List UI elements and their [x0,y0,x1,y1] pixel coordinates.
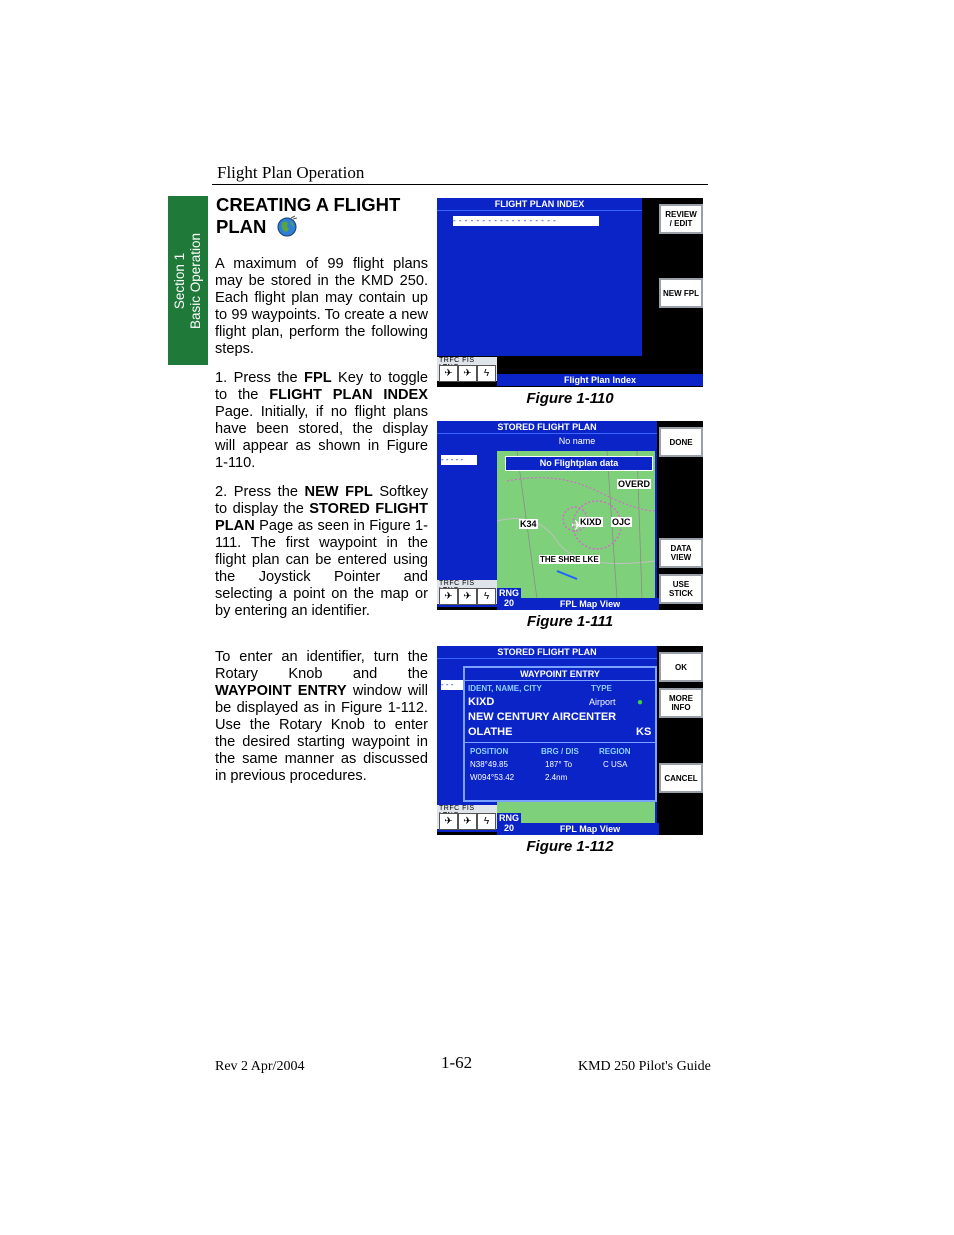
map-label-k34: K34 [520,519,537,529]
traffic-icon[interactable]: ✈ [439,588,458,605]
type-header: TYPE [591,684,612,693]
range-value: 20 [503,823,514,833]
section-title: Basic Operation [188,232,203,329]
no-data-banner: No Flightplan data [505,456,653,471]
region-header: REGION [599,747,631,756]
heading-text: CREATING A FLIGHT PLAN [216,194,401,237]
figure-1-110-screen [437,198,703,387]
plan-name: No name [558,436,596,446]
step-2-paragraph: 2. Press the NEW FPL Softkey to display the STORED FLIGHT PLAN Page as seen in Figure 1-111. The first waypoint in the flight plan can be entered using the Joystick Pointer and selecting a point on the map or by entering an identifier. [215,484,428,619]
fis-icon[interactable]: ✈ [458,588,477,605]
ident-field[interactable]: KIXD [468,696,495,708]
figure-1-112-caption: Figure 1-112 [526,838,614,855]
range-value: 20 [503,598,514,608]
range-readout[interactable] [497,813,521,835]
region-value: C USA [603,760,628,769]
lightning-icon[interactable]: ϟ [477,813,496,830]
waypoint-entry-window [463,666,657,802]
latitude-value: N38°49.85 [470,760,508,769]
lightning-icon[interactable]: ϟ [477,588,496,605]
waypoint-entry-title: WAYPOINT ENTRY [465,668,655,681]
running-head: Flight Plan Operation [217,163,365,182]
ok-softkey[interactable]: OK [657,652,703,680]
fis-icon[interactable]: ✈ [458,813,477,830]
map-label-overd: OVERD [618,479,651,489]
header-rule [212,184,708,185]
figure-1-111-caption: Figure 1-111 [526,613,614,630]
type-value: Airport [589,697,616,707]
review-edit-softkey[interactable]: REVIEW / EDIT [657,204,703,232]
trfc-fis-ltng-bar: TRFC FIS ✈ ✈ ϟ [437,805,497,829]
identifier-paragraph: To enter an identifier, turn the Rotary Knob and the WAYPOINT ENTRY window will be displayed as in Figure 1-112. Use the Rotary Knob to enter the desired starting waypoint in the same manner as discussed in previous procedures. [215,649,429,784]
fpl-index-title: FLIGHT PLAN INDEX [437,198,642,211]
map-label-lake: THE SHRE LKE [540,555,599,564]
aircraft-icon: ✈ [571,517,583,533]
globe-icon [276,215,298,241]
range-label: RNG [499,813,519,823]
position-header: POSITION [470,747,509,756]
figure-1-110-caption: Figure 1-110 [526,390,614,407]
name-value: NEW CENTURY AIRCENTER [468,711,617,723]
figure-1-111-screen [437,421,703,610]
window-divider [465,742,655,743]
traffic-icon[interactable]: ✈ [439,813,458,830]
traffic-icon[interactable]: ✈ [439,365,458,382]
data-view-softkey[interactable]: DATA VIEW [657,538,703,566]
page-number: 1-62 [441,1053,473,1072]
footer-title: KMD 250 Pilot's Guide [578,1059,711,1074]
footer-revision: Rev 2 Apr/2004 [215,1059,305,1074]
airport-icon: ● [637,697,644,708]
trfc-fis-ltng-bar: TRFC FIS ✈ ✈ ϟ [437,357,497,381]
section-heading [216,195,431,241]
fis-icon[interactable]: ✈ [458,365,477,382]
lightning-icon[interactable]: ϟ [477,365,496,382]
more-info-softkey[interactable]: MORE INFO [657,688,703,716]
use-stick-softkey[interactable]: USE STICK [657,574,703,602]
empty-plan-slot[interactable]: - - - - - - - - - - - - - - - - - - [453,216,599,226]
map-label-kixd: KIXD [580,517,602,527]
stored-fpl-title: STORED FLIGHT PLAN [437,646,657,659]
fpl-map-view-label: FPL Map View [521,598,659,610]
waypoint-slot[interactable]: - - - - - [441,455,477,465]
cancel-softkey[interactable]: CANCEL [657,763,703,791]
longitude-value: W094°53.42 [470,773,515,782]
state-value: KS [636,726,652,738]
step-1-paragraph: 1. Press the FPL Key to toggle to the FLIGHT PLAN INDEX Page. Initially, if no flight plans have been stored, the display will appear as shown in Figure 1-110. [215,370,428,471]
stored-fpl-title: STORED FLIGHT PLAN [437,421,657,434]
bearing-value: 187° To [545,760,573,769]
section-tab [168,196,208,365]
distance-value: 2.4nm [545,773,568,782]
fpl-index-bottom-label: Flight Plan Index [497,374,703,386]
fpl-map-view-label: FPL Map View [521,823,659,835]
ident-name-city-header: IDENT, NAME, CITY [468,684,542,693]
done-softkey[interactable]: DONE [657,427,703,455]
city-value: OLATHE [468,726,513,738]
range-label: RNG [499,588,519,598]
intro-paragraph: A maximum of 99 flight plans may be stored in the KMD 250. Each flight plan may contain up to 99 waypoints. To create a new flight plan, perform the following steps. [215,256,428,357]
range-readout[interactable] [497,588,521,610]
map-label-ojc: OJC [612,517,631,527]
new-fpl-softkey[interactable]: NEW FPL [657,278,703,306]
waypoint-slot[interactable]: - - - [441,680,463,690]
section-number: Section 1 [172,252,187,309]
brg-dis-header: BRG / DIS [541,747,579,756]
figure-1-112-screen [437,646,703,835]
fpl-map[interactable] [497,451,655,599]
trfc-fis-ltng-bar: TRFC FIS ✈ ✈ ϟ [437,580,497,604]
